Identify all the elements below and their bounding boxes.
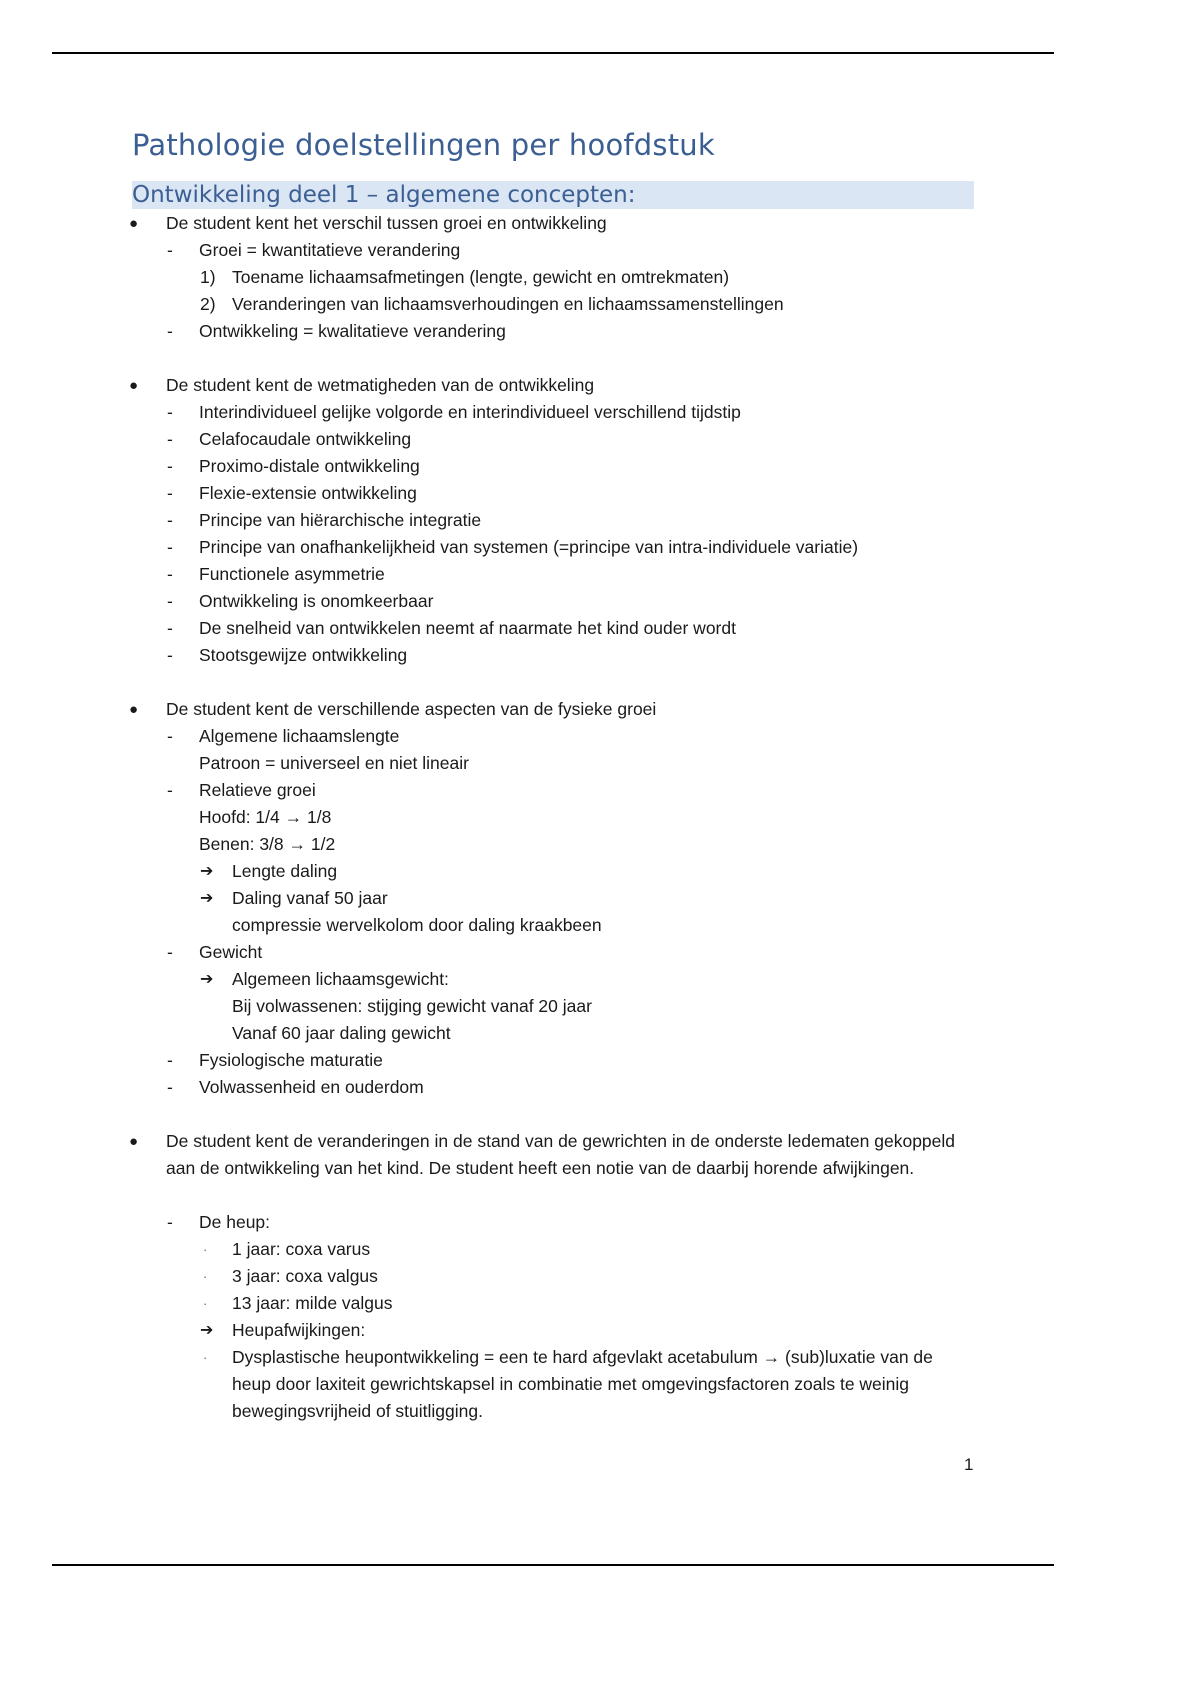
- dash-icon: -: [167, 240, 173, 260]
- document-title: Pathologie doelstellingen per hoofdstuk: [132, 128, 715, 162]
- list-item: - Relatieve groei: [0, 777, 1108, 804]
- dash-icon: -: [167, 780, 173, 800]
- dash-icon: -: [167, 1212, 173, 1232]
- dash-icon: -: [167, 564, 173, 584]
- footer-rule: [52, 1564, 1054, 1566]
- bullet-icon: ●: [129, 701, 139, 718]
- list-item: - Interindividueel gelijke volgorde en interindividueel verschillend tijdstip: [0, 399, 1108, 426]
- list-item: - Flexie-extensie ontwikkeling: [0, 480, 1108, 507]
- arrow-right-icon: ➔: [200, 1322, 214, 1339]
- arrow-right-icon: ➔: [200, 971, 214, 988]
- dash-icon: -: [167, 942, 173, 962]
- list-item: Hoofd: 1/4 → 1/8: [199, 807, 332, 827]
- dot-icon: ·: [203, 1296, 208, 1311]
- list-item: - Proximo-distale ontwikkeling: [0, 453, 1108, 480]
- dash-icon: -: [167, 429, 173, 449]
- dot-icon: ·: [203, 1269, 208, 1284]
- dash-icon: -: [167, 456, 173, 476]
- list-item: compressie wervelkolom door daling kraakbeen: [232, 915, 602, 935]
- bullet-icon: ●: [129, 215, 139, 232]
- document-body: [0, 210, 1108, 1425]
- list-item: ➔ Heupafwijkingen:: [0, 1317, 1108, 1344]
- list-item: - Fysiologische maturatie: [0, 1047, 1108, 1074]
- header-rule: [52, 52, 1054, 54]
- list-item: - De heup:: [0, 1209, 1108, 1236]
- list-item: ● De student kent de verschillende aspecten van de fysieke groei: [0, 696, 1108, 723]
- page-number: 1: [964, 1455, 974, 1474]
- list-item: - Stootsgewijze ontwikkeling: [0, 642, 1108, 669]
- arrow-right-icon: ➔: [200, 890, 214, 907]
- list-item: · Dysplastische heupontwikkeling = een te hard afgevlakt acetabulum → (sub)luxatie van de heup door laxiteit gewrichtskapsel in combinatie met omgevingsfactoren zoals te weinig bewegingsvrijheid of stuitligging.: [0, 1344, 1108, 1425]
- dash-icon: -: [167, 402, 173, 422]
- list-item: · 3 jaar: coxa valgus: [0, 1263, 1108, 1290]
- list-item: Bij volwassenen: stijging gewicht vanaf 20 jaar: [232, 996, 592, 1016]
- list-item: - Volwassenheid en ouderdom: [0, 1074, 1108, 1101]
- list-item: ● De student kent de wetmatigheden van de ontwikkeling: [0, 372, 1108, 399]
- list-item: Patroon = universeel en niet lineair: [199, 753, 469, 773]
- list-item: 2) Veranderingen van lichaamsverhoudingen en lichaamssamenstellingen: [0, 291, 1108, 318]
- section-heading: Ontwikkeling deel 1 – algemene concepten:: [132, 181, 974, 209]
- list-item: ● De student kent het verschil tussen groei en ontwikkeling: [0, 210, 1108, 237]
- bullet-icon: ●: [129, 1133, 139, 1150]
- dash-icon: -: [167, 1077, 173, 1097]
- list-item: ● De student kent de veranderingen in de stand van de gewrichten in de onderste ledematen gekoppeld aan de ontwikkeling van het kind. De student heeft een notie van de daarbij horende afwijkingen.: [0, 1128, 1108, 1209]
- list-item: - Algemene lichaamslengte: [0, 723, 1108, 750]
- list-item: - De snelheid van ontwikkelen neemt af naarmate het kind ouder wordt: [0, 615, 1108, 642]
- list-item: Vanaf 60 jaar daling gewicht: [232, 1023, 451, 1043]
- list-item: · 13 jaar: milde valgus: [0, 1290, 1108, 1317]
- list-item: - Ontwikkeling = kwalitatieve verandering: [0, 318, 1108, 345]
- list-item: · 1 jaar: coxa varus: [0, 1236, 1108, 1263]
- dash-icon: -: [167, 537, 173, 557]
- list-item: - Principe van hiërarchische integratie: [0, 507, 1108, 534]
- list-item: ➔ Daling vanaf 50 jaar: [0, 885, 1108, 912]
- list-item: ➔ Lengte daling: [0, 858, 1108, 885]
- dash-icon: -: [167, 1050, 173, 1070]
- dash-icon: -: [167, 645, 173, 665]
- list-item: - Gewicht: [0, 939, 1108, 966]
- dash-icon: -: [167, 591, 173, 611]
- list-item: - Groei = kwantitatieve verandering: [0, 237, 1108, 264]
- list-number: 1): [200, 267, 216, 287]
- list-item: Benen: 3/8 → 1/2: [199, 834, 336, 854]
- dash-icon: -: [167, 321, 173, 341]
- bullet-icon: ●: [129, 377, 139, 394]
- dot-icon: ·: [203, 1350, 208, 1365]
- list-item: - Ontwikkeling is onomkeerbaar: [0, 588, 1108, 615]
- arrow-right-icon: ➔: [200, 863, 214, 880]
- list-item: 1) Toename lichaamsafmetingen (lengte, gewicht en omtrekmaten): [0, 264, 1108, 291]
- dot-icon: ·: [203, 1242, 208, 1257]
- list-item: - Celafocaudale ontwikkeling: [0, 426, 1108, 453]
- dash-icon: -: [167, 510, 173, 530]
- list-item: ➔ Algemeen lichaamsgewicht:: [0, 966, 1108, 993]
- list-item: - Functionele asymmetrie: [0, 561, 1108, 588]
- dash-icon: -: [167, 618, 173, 638]
- list-number: 2): [200, 294, 216, 314]
- list-item: - Principe van onafhankelijkheid van systemen (=principe van intra-individuele variatie): [0, 534, 1108, 561]
- dash-icon: -: [167, 483, 173, 503]
- dash-icon: -: [167, 726, 173, 746]
